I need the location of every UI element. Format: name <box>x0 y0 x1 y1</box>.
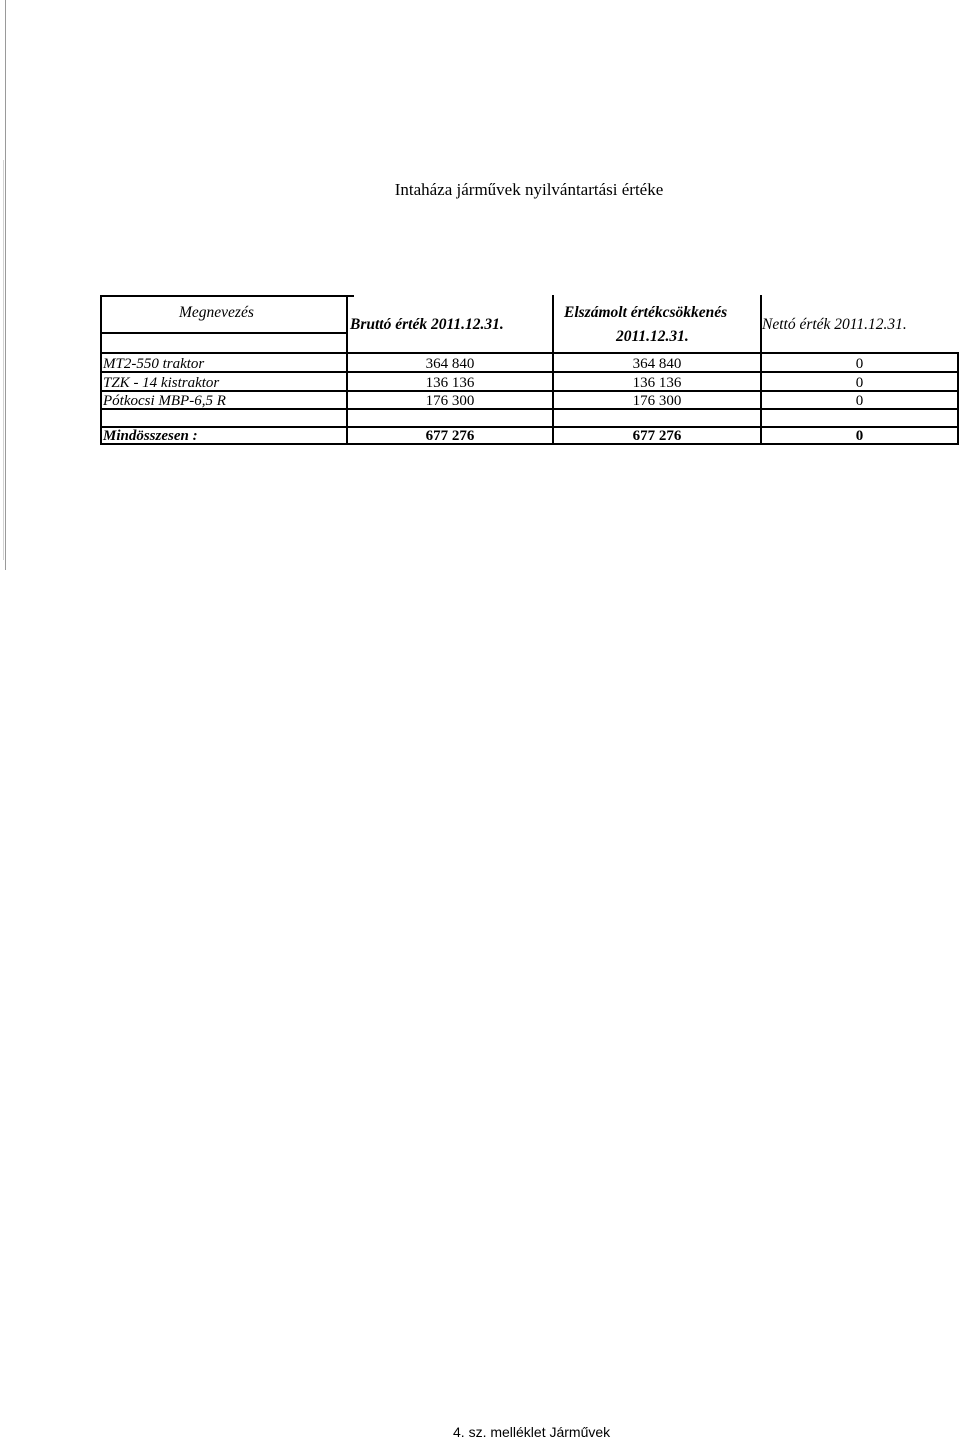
header-net: Nettó érték 2011.12.31. <box>762 316 907 333</box>
row-name: Pótkocsi MBP-6,5 R <box>103 393 226 409</box>
scan-edge-line <box>5 0 6 570</box>
header-divider <box>102 332 348 334</box>
total-gross: 677 276 <box>425 428 475 444</box>
table-left-border <box>100 295 102 445</box>
row-net: 0 <box>855 393 864 409</box>
row-gross: 364 840 <box>425 356 475 372</box>
row-net: 0 <box>855 356 864 372</box>
row-name: MT2-550 traktor <box>103 356 205 372</box>
header-depreciation-line2: 2011.12.31. <box>616 328 689 345</box>
header-name: Megnevezés <box>179 304 254 321</box>
header-bottom-border <box>100 352 959 354</box>
row-net: 0 <box>855 375 864 391</box>
total-depreciation: 677 276 <box>632 428 682 444</box>
vehicles-value-table <box>100 295 959 445</box>
row-gross: 136 136 <box>425 375 475 391</box>
row-gross: 176 300 <box>425 393 475 409</box>
table-right-border <box>957 352 959 445</box>
page-footer: 4. sz. melléklet Járművek <box>453 1424 611 1440</box>
header-gross: Bruttó érték 2011.12.31. <box>350 316 504 333</box>
total-net: 0 <box>855 428 864 444</box>
scan-edge-line-faint <box>3 160 4 560</box>
row-depreciation: 364 840 <box>632 356 682 372</box>
header-depreciation-line1: Elszámolt értékcsökkenés <box>564 304 728 321</box>
total-label: Mindösszesen : <box>103 428 198 444</box>
row-name: TZK - 14 kistraktor <box>103 375 220 391</box>
document-title: Intaháza járművek nyilvántartási értéke <box>394 180 664 199</box>
row-depreciation: 176 300 <box>632 393 682 409</box>
table-top-border <box>100 295 354 297</box>
row-depreciation: 136 136 <box>632 375 682 391</box>
